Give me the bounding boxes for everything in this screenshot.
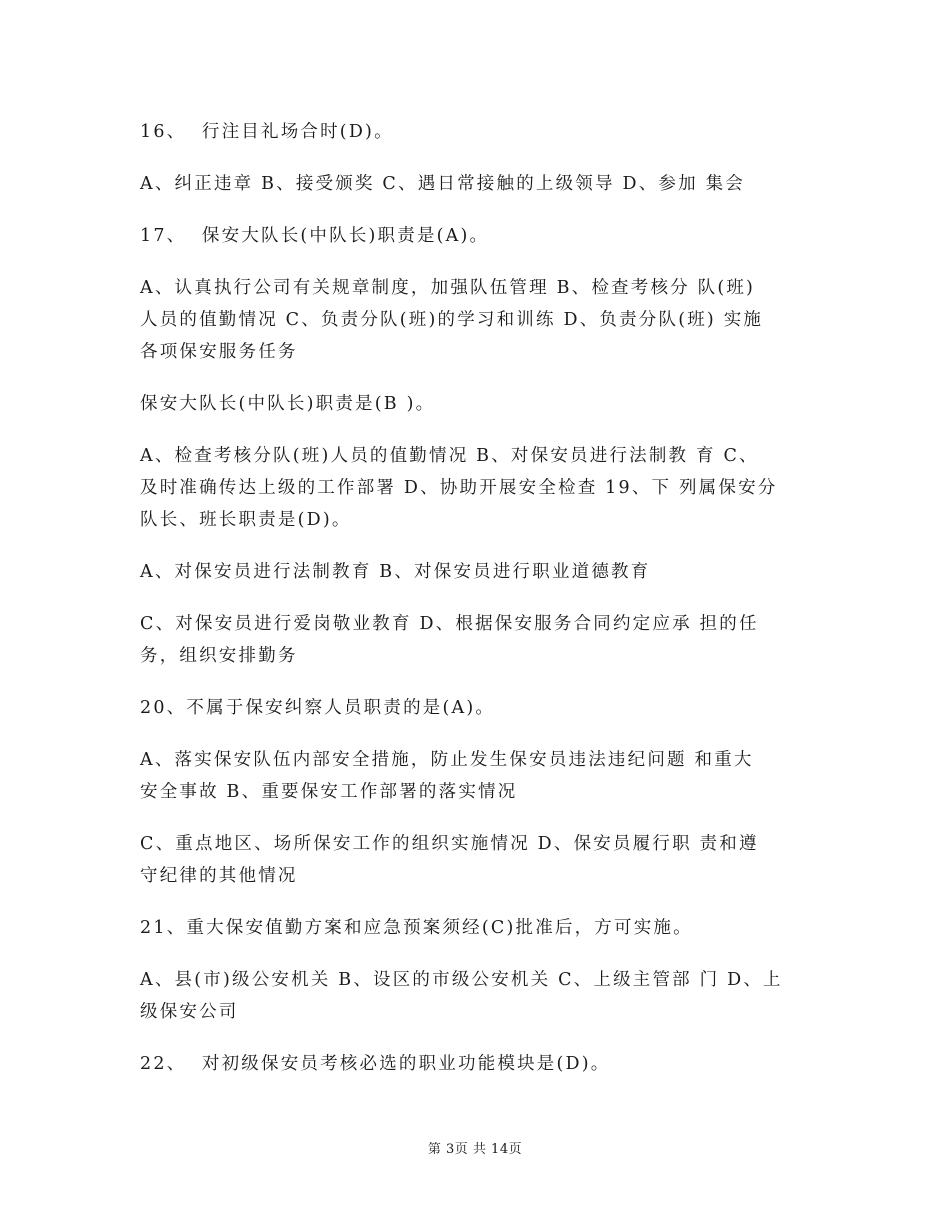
paragraph (140, 116, 820, 148)
document-body (140, 116, 820, 1100)
paragraph (140, 220, 820, 252)
paragraph (140, 912, 820, 944)
paragraph (140, 1048, 820, 1080)
paragraph (140, 744, 820, 808)
text-line: A、纠正违章 B、接受颁奖 C、遇日常接触的上级领导 D、参加 集会 (140, 174, 745, 194)
page-footer: 第 3页 共 14页 (427, 1142, 523, 1157)
text-line: 队长、班长职责是(D)。 (140, 510, 352, 530)
text-line: A、落实保安队伍内部安全措施，防止发生保安员违法违纪问题 和重大 (140, 750, 754, 770)
paragraph (140, 272, 820, 368)
text-line: 保安大队长(中队长)职责是(B )。 (140, 394, 436, 414)
text-line: 16、 行注目礼场合时(D)。 (140, 122, 394, 142)
paragraph (140, 608, 820, 672)
paragraph (140, 964, 820, 1028)
text-line: 及时准确传达上级的工作部署 D、协助开展安全检查 19、下 列属保安分 (140, 478, 778, 498)
text-line: C、对保安员进行爱岗敬业教育 D、根据保安服务合同约定应承 担的任 (140, 614, 759, 634)
text-line: 17、 保安大队长(中队长)职责是(A)。 (140, 226, 490, 246)
text-line: A、县(市)级公安机关 B、设区的市级公安机关 C、上级主管部 门 D、上 (140, 970, 783, 990)
paragraph (140, 692, 820, 724)
text-line: 各项保安服务任务 (140, 342, 298, 362)
paragraph (140, 556, 820, 588)
paragraph (140, 440, 820, 536)
text-line: 人员的值勤情况 C、负责分队(班)的学习和训练 D、负责分队(班) 实施 (140, 310, 764, 330)
paragraph (140, 388, 820, 420)
text-line: 务，组织安排勤务 (140, 646, 298, 666)
paragraph (140, 828, 820, 892)
paragraph (140, 168, 820, 200)
text-line: 级保安公司 (140, 1002, 239, 1022)
text-line: A、认真执行公司有关规章制度，加强队伍管理 B、检查考核分 队(班) (140, 278, 756, 298)
text-line: A、对保安员进行法制教育 B、对保安员进行职业道德教育 (140, 562, 651, 582)
text-line: 守纪律的其他情况 (140, 866, 298, 886)
text-line: A、检查考核分队(班)人员的值勤情况 B、对保安员进行法制教 育 C、 (140, 446, 759, 466)
text-line: 安全事故 B、重要保安工作部署的落实情况 (140, 782, 518, 802)
text-line: 20、不属于保安纠察人员职责的是(A)。 (140, 698, 496, 718)
text-line: 22、 对初级保安员考核必选的职业功能模块是(D)。 (140, 1054, 611, 1074)
text-line: C、重点地区、场所保安工作的组织实施情况 D、保安员履行职 责和遵 (140, 834, 759, 854)
text-line: 21、重大保安值勤方案和应急预案须经(C)批准后，方可实施。 (140, 918, 693, 938)
